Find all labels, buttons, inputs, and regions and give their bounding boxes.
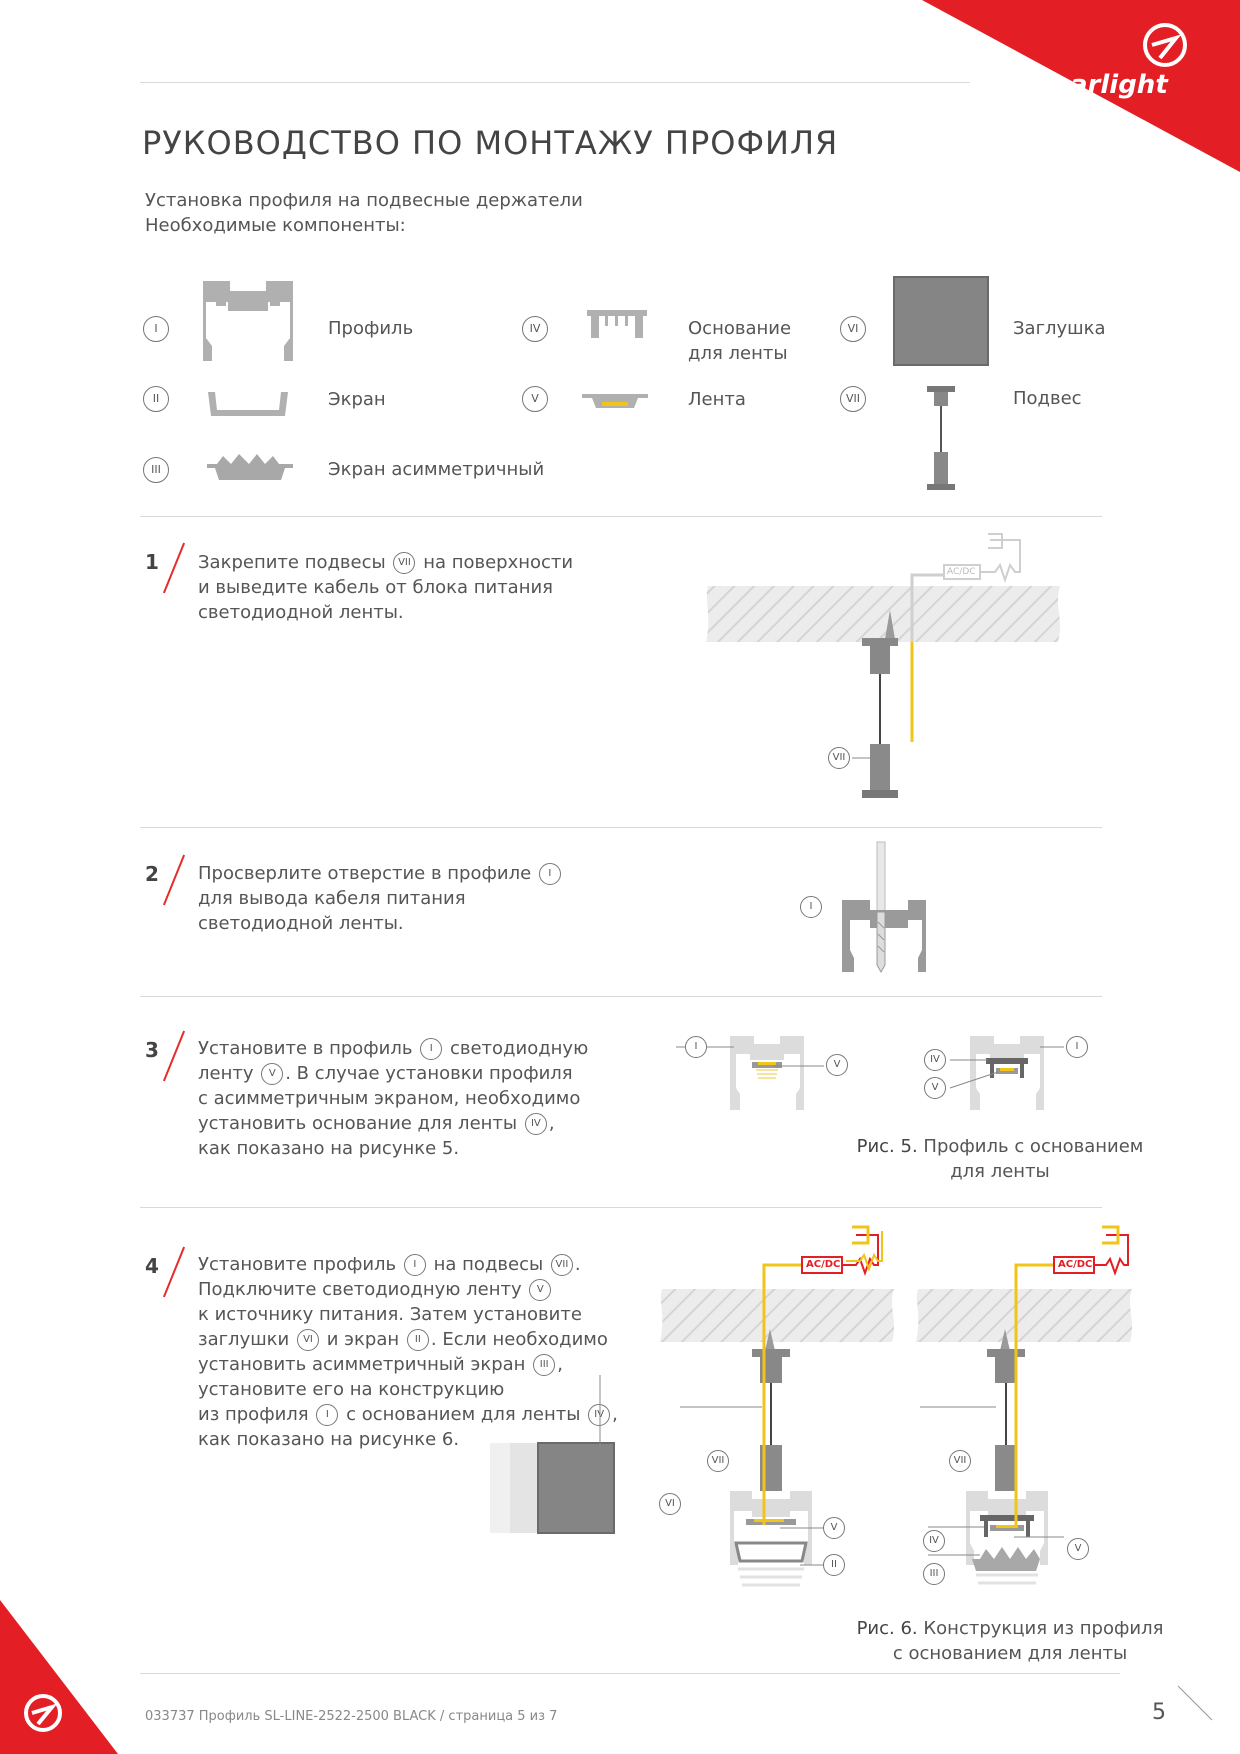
step-1-text (198, 550, 618, 625)
footer-document-info: 033737 Профиль SL-LINE-2522-2500 BLACK / страница 5 из 7 (145, 1709, 558, 1724)
fig6-callout-v-left: V (823, 1517, 845, 1539)
fig5-callout-v-left: V (826, 1054, 848, 1076)
step-3-text-a: Установите в профиль (198, 1038, 413, 1059)
step-1-slash (163, 543, 185, 594)
fig5-callout-i-right: I (1066, 1036, 1088, 1058)
fig6-callout-vii-right: VII (949, 1450, 971, 1472)
step-2-text-c: светодиодной ленты. (198, 913, 404, 934)
step-4-text-j: , (557, 1354, 563, 1375)
fig5-callout-iv: IV (924, 1049, 946, 1071)
step-4-text-l: из профиля (198, 1404, 309, 1425)
step-4-text-m: с основанием для ленты (346, 1404, 581, 1425)
component-numeral-ii: II (143, 386, 169, 412)
ref-i: I (420, 1038, 442, 1060)
ref-vii: VII (393, 552, 415, 574)
top-divider (140, 82, 970, 83)
step-4-text-o: как показано на рисунке 6. (198, 1429, 460, 1450)
component-label-suspension: Подвес (1013, 388, 1082, 409)
figure-5-line1: Профиль с основанием (923, 1136, 1144, 1157)
ref-iv: IV (525, 1113, 547, 1135)
component-label-profile: Профиль (328, 318, 414, 339)
figure-5-illustration (680, 1030, 1100, 1140)
corner-logo-bottom-left (0, 1590, 130, 1754)
step-3-slash (163, 1031, 185, 1082)
step-3-text-d: . В случае установки профиля (285, 1063, 573, 1084)
step-3-divider (140, 1207, 1102, 1208)
led-tape-icon (580, 390, 650, 414)
step-4-text-k: установите его на конструкцию (198, 1379, 505, 1400)
end-cap-icon (893, 276, 989, 366)
figure-6-caption (840, 1616, 1180, 1666)
step-4-text-g: и экран (326, 1329, 400, 1350)
ref-vi: VI (297, 1329, 319, 1351)
fig6-acdc-right: AC/DC (1058, 1259, 1093, 1270)
step-1-text-c: и выведите кабель от блока питания (198, 577, 553, 598)
component-numeral-iii: III (143, 457, 169, 483)
step-4-text-d: Подключите светодиодную ленту (198, 1279, 522, 1300)
ref-v: V (261, 1063, 283, 1085)
step-3-text (198, 1036, 638, 1161)
page-corner-line (1176, 1684, 1216, 1724)
step-4-text-c: . (574, 1254, 581, 1275)
component-numeral-i: I (143, 316, 169, 342)
step-2-slash (163, 855, 185, 906)
figure-6-prefix: Рис. 6. (856, 1618, 918, 1639)
figure-5-line2: для ленты (950, 1161, 1050, 1182)
ref-v: V (529, 1279, 551, 1301)
subtitle-line-2: Необходимые компоненты: (145, 215, 406, 236)
step-2-illustration (840, 840, 950, 980)
component-label-screen: Экран (328, 389, 386, 410)
subtitle-line-1: Установка профиля на подвесные держатели (145, 190, 583, 211)
fig6-callout-ii: II (823, 1554, 845, 1576)
fig6-acdc-left: AC/DC (806, 1259, 841, 1270)
page-number: 5 (1152, 1700, 1166, 1725)
step-4-slash (163, 1247, 185, 1298)
step-3-text-c: ленту (198, 1063, 254, 1084)
step-3-text-e: с асимметричным экраном, необходимо (198, 1088, 581, 1109)
figure-5-caption (840, 1134, 1160, 1184)
tape-base-icon (585, 308, 649, 348)
ref-iii: III (533, 1354, 555, 1376)
component-label-asymmetric-screen: Экран асимметричный (328, 459, 545, 480)
component-label-tape-base (688, 316, 798, 366)
fig5-callout-i-left: I (685, 1036, 707, 1058)
step-2-number: 2 (145, 862, 159, 886)
step-1-text-b: на поверхности (423, 552, 574, 573)
components-divider (140, 516, 1102, 517)
component-numeral-vi: VI (840, 316, 866, 342)
step-3-number: 3 (145, 1038, 159, 1062)
ref-i: I (316, 1404, 338, 1426)
component-numeral-v: V (522, 386, 548, 412)
brand-logo-text: arlight (1070, 70, 1168, 100)
step-2-text-b: для вывода кабеля питания (198, 888, 466, 909)
fig6-callout-iv: IV (923, 1530, 945, 1552)
step-4-text-f: заглушки (198, 1329, 290, 1350)
ref-i: I (539, 863, 561, 885)
fig6-callout-iii: III (923, 1563, 945, 1585)
step-4-text-e: к источнику питания. Затем установите (198, 1304, 582, 1325)
ref-i: I (404, 1254, 426, 1276)
step-1-divider (140, 827, 1102, 828)
page-title: РУКОВОДСТВО ПО МОНТАЖУ ПРОФИЛЯ (142, 124, 839, 162)
fig6-callout-v-right: V (1067, 1538, 1089, 1560)
step-4-text-i: установить асимметричный экран (198, 1354, 526, 1375)
step-3-text-b: светодиодную (449, 1038, 589, 1059)
step-2-text-a: Просверлите отверстие в профиле (198, 863, 532, 884)
component-label-end-cap: Заглушка (1013, 318, 1106, 339)
component-label-led-tape: Лента (688, 389, 746, 410)
figure-5-prefix: Рис. 5. (856, 1136, 918, 1157)
asymmetric-screen-icon (205, 450, 295, 486)
step-2-text (198, 861, 618, 936)
profile-icon (198, 276, 298, 366)
step-3-text-h: как показано на рисунке 5. (198, 1138, 460, 1159)
screen-icon (205, 388, 291, 418)
component-numeral-vii: VII (840, 386, 866, 412)
component-numeral-iv: IV (522, 316, 548, 342)
figure-6-line2: с основанием для ленты (892, 1643, 1128, 1664)
step-4-text-a: Установите профиль (198, 1254, 397, 1275)
ref-iv: IV (588, 1404, 610, 1426)
step-4-text-h: . Если необходимо (430, 1329, 608, 1350)
step-2-callout-i: I (800, 896, 822, 918)
fig6-callout-vi: VI (659, 1493, 681, 1515)
component-label-tape-base-text: Основание для ленты (688, 318, 792, 364)
step-4-number: 4 (145, 1254, 159, 1278)
step-1-text-a: Закрепите подвесы (198, 552, 386, 573)
ref-vii: VII (551, 1254, 573, 1276)
step-4-text-b: на подвесы (433, 1254, 544, 1275)
fig6-callout-vii-left: VII (707, 1450, 729, 1472)
step-1-illustration (700, 520, 1100, 820)
step-3-text-f: установить основание для ленты (198, 1113, 518, 1134)
fig5-callout-v-right: V (924, 1077, 946, 1099)
step-1-acdc-label: AC/DC (947, 567, 976, 577)
step-1-number: 1 (145, 550, 159, 574)
step-3-text-g: , (548, 1113, 555, 1134)
step-4-text-n: , (612, 1404, 618, 1425)
figure-6-line1: Конструкция из профиля (923, 1618, 1164, 1639)
step-2-divider (140, 996, 1102, 997)
suspension-icon (925, 384, 959, 498)
footer-divider (140, 1673, 1120, 1674)
ref-ii: II (407, 1329, 429, 1351)
step-1-callout-vii: VII (828, 747, 850, 769)
step-1-text-d: светодиодной ленты. (198, 602, 404, 623)
